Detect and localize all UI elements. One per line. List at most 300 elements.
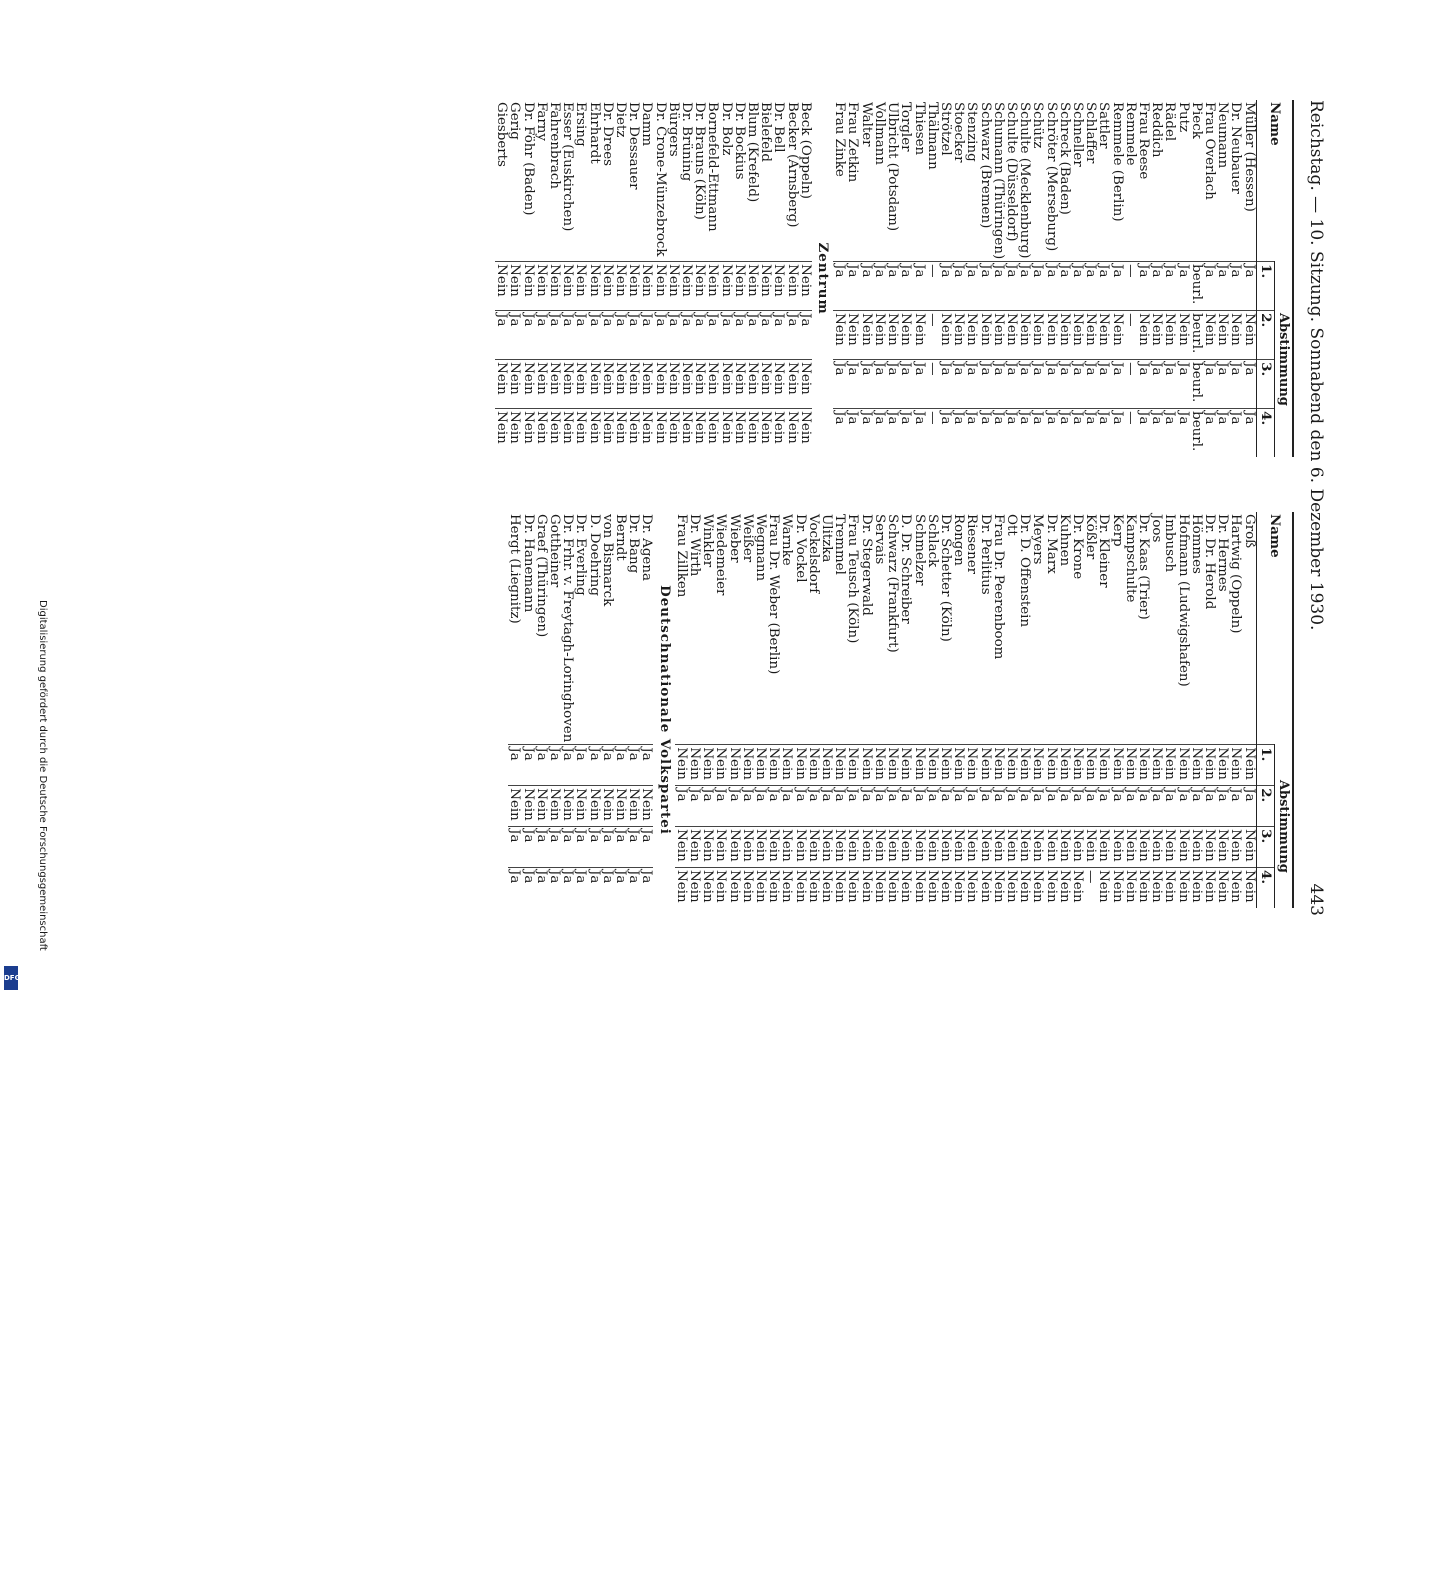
member-name: Stenzing: [964, 102, 980, 162]
vote-cell-4: Nein: [521, 409, 534, 458]
member-name: Dr. Bolz: [718, 102, 734, 156]
member-name: Joos: [1149, 514, 1165, 543]
vote-cell-1: Ja: [1163, 262, 1176, 311]
vote-cell-4: Ja: [1242, 409, 1256, 458]
table-row: [495, 100, 508, 457]
vote-cell-1: Nein: [1044, 745, 1057, 786]
vote-cell-3: Nein: [746, 360, 759, 409]
vote-cell-3: Nein: [926, 827, 939, 868]
table-row: [1176, 100, 1189, 457]
member-name: Sattler: [1096, 102, 1112, 149]
vote-cell-3: Nein: [548, 360, 561, 409]
vote-cell-3: Nein: [1229, 827, 1242, 868]
vote-cell-1: Nein: [1242, 745, 1256, 786]
vote-cell-2: Ja: [992, 786, 1005, 827]
table-row: [561, 512, 574, 908]
vote-cell-3: Nein: [1018, 827, 1031, 868]
table-row: [1176, 512, 1189, 908]
table-row: [939, 100, 952, 457]
vote-cell-1: Nein: [741, 745, 754, 786]
member-name: Damm: [639, 102, 655, 147]
member-name: Dr. Schetter (Köln): [937, 514, 953, 642]
vote-cell-3: Nein: [680, 360, 693, 409]
vote-cell-1: Nein: [1084, 745, 1097, 786]
member-name: Dr. Stegerwald: [858, 514, 874, 616]
member-name: Frau Dr. Weber (Berlin): [766, 514, 782, 675]
vote-cell-1: Ja: [833, 262, 846, 311]
vote-cell-2: Nein: [1216, 311, 1229, 360]
vote-cell-2: Nein: [548, 786, 561, 827]
vote-cell-2: Ja: [688, 786, 701, 827]
vote-cell-1: Nein: [799, 262, 812, 311]
vote-cell-4: Ja: [561, 868, 574, 908]
vote-cell-1: Ja: [1031, 262, 1044, 311]
table-row: [521, 100, 534, 457]
table-row: [1150, 512, 1163, 908]
left-rows: [833, 100, 1256, 457]
member-name: Imbusch: [1162, 514, 1178, 573]
vote-cell-2: Nein: [1229, 311, 1242, 360]
vote-cell-2: Ja: [535, 311, 548, 360]
vote-cell-2: Ja: [727, 786, 740, 827]
vote-cell-3: Ja: [1110, 360, 1123, 409]
table-row: [1203, 512, 1216, 908]
vote-cell-2: Ja: [759, 311, 772, 360]
vote-cell-2: Ja: [746, 311, 759, 360]
vote-cell-3: Ja: [1163, 360, 1176, 409]
vote-cell-3: Ja: [1203, 360, 1216, 409]
vote-cell-3: Ja: [1018, 360, 1031, 409]
vote-cell-1: —: [1124, 262, 1137, 311]
member-name: Rongen: [951, 514, 967, 566]
vote-cell-2: Ja: [1176, 786, 1189, 827]
vote-cell-4: Nein: [667, 409, 680, 458]
vote-cell-2: Nein: [992, 311, 1005, 360]
vote-cell-1: Ja: [574, 745, 587, 786]
member-name: Berndt: [613, 514, 629, 561]
vote-cell-3: Ja: [846, 360, 859, 409]
member-name: Bürgers: [665, 102, 681, 157]
table-row: [912, 100, 925, 457]
table-row: [1137, 512, 1150, 908]
vote-cell-4: Nein: [767, 868, 780, 908]
table-row: [1124, 100, 1137, 457]
member-name: Frau Zetkin: [845, 102, 861, 183]
vote-cell-1: Ja: [1203, 262, 1216, 311]
vote-cell-2: Ja: [667, 311, 680, 360]
vote-cell-3: Nein: [912, 827, 925, 868]
vote-cell-4: Nein: [627, 409, 640, 458]
vote-cell-1: Ja: [1097, 262, 1110, 311]
vote-cell-3: Ja: [873, 360, 886, 409]
vote-cell-3: Nein: [820, 827, 833, 868]
vote-cell-1: Ja: [1084, 262, 1097, 311]
vote-cell-3: Nein: [873, 827, 886, 868]
table-row: [807, 512, 820, 908]
vote-cell-3: Ja: [1097, 360, 1110, 409]
vote-cell-4: Ja: [574, 868, 587, 908]
table-row: [719, 100, 732, 457]
vote-cell-2: Ja: [1071, 786, 1084, 827]
vote-cell-2: Ja: [780, 786, 793, 827]
member-name: Servais: [871, 514, 887, 565]
table-row: [952, 512, 965, 908]
table-row: [772, 100, 785, 457]
member-name: Hofmann (Ludwigshafen): [1175, 514, 1191, 687]
table-row: [1005, 100, 1018, 457]
table-row: [601, 512, 614, 908]
vote-cell-4: Nein: [1176, 868, 1189, 908]
member-name: Vollmann: [871, 102, 887, 165]
vote-cell-2: Ja: [741, 786, 754, 827]
vote-cell-2: Nein: [912, 311, 925, 360]
vote-cell-3: Nein: [1163, 827, 1176, 868]
vote-cell-4: Nein: [746, 409, 759, 458]
vote-cell-3: Ja: [952, 360, 965, 409]
vote-cell-2: Ja: [1058, 786, 1071, 827]
vote-3-header: 3.: [1256, 827, 1274, 868]
vote-cell-1: Ja: [521, 745, 534, 786]
member-name: Ulitzka: [819, 514, 835, 563]
vote-cell-2: Nein: [978, 311, 991, 360]
table-row: [899, 512, 912, 908]
table-row: [548, 100, 561, 457]
table-row: [1018, 100, 1031, 457]
vote-cell-2: Nein: [587, 786, 600, 827]
left-rows-2: [495, 100, 812, 457]
vote-cell-2: Ja: [1031, 786, 1044, 827]
table-row: [1150, 100, 1163, 457]
vote-cell-2: Ja: [693, 311, 706, 360]
vote-cell-2: Ja: [1110, 786, 1123, 827]
vote-cell-1: Ja: [627, 745, 640, 786]
vote-2-header: 2.: [1256, 311, 1274, 360]
table-row: [1242, 100, 1256, 457]
vote-cell-3: Ja: [1229, 360, 1242, 409]
vote-cell-1: Nein: [587, 262, 600, 311]
member-name: Thälmann: [924, 102, 940, 170]
vote-cell-4: Nein: [1044, 868, 1057, 908]
table-row: [1110, 512, 1123, 908]
vote-cell-4: Nein: [939, 868, 952, 908]
vote-cell-4: Ja: [1150, 409, 1163, 458]
vote-cell-2: Ja: [1044, 786, 1057, 827]
vote-cell-4: Nein: [1110, 868, 1123, 908]
vote-cell-2: Nein: [873, 311, 886, 360]
vote-cell-2: Ja: [714, 786, 727, 827]
vote-cell-2: Nein: [939, 311, 952, 360]
vote-cell-4: Ja: [1203, 409, 1216, 458]
vote-cell-3: Nein: [627, 360, 640, 409]
member-name: Pieck: [1188, 102, 1204, 139]
vote-cell-2: Ja: [754, 786, 767, 827]
vote-cell-1: Nein: [746, 262, 759, 311]
vote-cell-2: Ja: [965, 786, 978, 827]
vote-cell-2: Ja: [733, 311, 746, 360]
vote-cell-1: Nein: [965, 745, 978, 786]
table-row: [1229, 100, 1242, 457]
member-name: Dr. Bang: [626, 514, 642, 574]
vote-cell-2: Ja: [1150, 786, 1163, 827]
vote-cell-2: —: [1124, 311, 1137, 360]
member-name: Kößler: [1083, 514, 1099, 560]
vote-cell-3: Nein: [754, 827, 767, 868]
vote-cell-3: Ja: [992, 360, 1005, 409]
vote-cell-1: Nein: [1031, 745, 1044, 786]
table-row: [1084, 512, 1097, 908]
vote-cell-2: Nein: [952, 311, 965, 360]
vote-cell-2: Nein: [508, 786, 521, 827]
abstimmung-header: Abstimmung: [1274, 745, 1293, 908]
vote-cell-4: Nein: [772, 409, 785, 458]
table-row: [899, 100, 912, 457]
member-name: Warnke: [779, 514, 795, 566]
vote-cell-3: Ja: [1005, 360, 1018, 409]
vote-4-header: 4.: [1256, 868, 1274, 908]
vote-cell-1: Nein: [601, 262, 614, 311]
vote-cell-3: Ja: [886, 360, 899, 409]
member-name: Frau Zinke: [832, 102, 848, 177]
vote-cell-3: Nein: [1031, 827, 1044, 868]
vote-cell-2: Ja: [912, 786, 925, 827]
table-header-row: [1274, 512, 1293, 908]
vote-cell-4: Ja: [1018, 409, 1031, 458]
member-name: Dr. Brüning: [679, 102, 695, 182]
vote-cell-1: Nein: [667, 262, 680, 311]
vote-cell-4: Nein: [688, 868, 701, 908]
vote-cell-4: Ja: [1071, 409, 1084, 458]
member-name: Giesberts: [494, 102, 510, 167]
vote-cell-4: Nein: [574, 409, 587, 458]
vote-cell-2: Ja: [860, 786, 873, 827]
vote-cell-1: Nein: [1110, 745, 1123, 786]
table-row: [1163, 100, 1176, 457]
vote-cell-4: Ja: [1137, 409, 1150, 458]
table-row: [574, 512, 587, 908]
member-name: Dr. Kleiner: [1096, 514, 1112, 588]
member-name: Bielefeld: [758, 102, 774, 162]
vote-cell-1: —: [926, 262, 939, 311]
vote-cell-1: Ja: [561, 745, 574, 786]
vote-cell-1: Ja: [1018, 262, 1031, 311]
member-name: Dr. Hermes: [1215, 514, 1231, 592]
member-name: Walter: [858, 102, 874, 147]
vote-cell-4: Nein: [1203, 868, 1216, 908]
table-row: [860, 512, 873, 908]
vote-cell-1: Nein: [899, 745, 912, 786]
vote-cell-1: Nein: [785, 262, 798, 311]
vote-cell-1: Nein: [561, 262, 574, 311]
member-name: Dr. Wirth: [687, 514, 703, 577]
member-name: Dr. Bell: [771, 102, 787, 153]
member-name: Dr. Crone-Münzebrock: [652, 102, 668, 257]
member-name: D. Dr. Schreiber: [898, 514, 914, 624]
vote-cell-1: Nein: [680, 262, 693, 311]
vote-cell-2: Nein: [1203, 311, 1216, 360]
vote-cell-2: Nein: [1137, 311, 1150, 360]
vote-cell-4: Nein: [693, 409, 706, 458]
vote-cell-4: Nein: [1031, 868, 1044, 908]
table-row: [978, 100, 991, 457]
vote-cell-4: Nein: [1071, 868, 1084, 908]
vote-cell-1: Ja: [886, 262, 899, 311]
vote-cell-2: Nein: [833, 311, 846, 360]
vote-cell-2: Ja: [640, 311, 653, 360]
vote-cell-4: Nein: [719, 409, 732, 458]
member-name: Dr. Frhr. v. Freytagh-Loringhoven: [560, 514, 576, 743]
vote-cell-1: Nein: [706, 262, 719, 311]
vote-cell-1: Nein: [780, 745, 793, 786]
member-name: Wieber: [726, 514, 742, 563]
right-rows: [675, 512, 1256, 908]
member-name: Kampschulte: [1122, 514, 1138, 603]
vote-cell-4: Nein: [741, 868, 754, 908]
vote-cell-2: Ja: [820, 786, 833, 827]
vote-cell-4: Nein: [535, 409, 548, 458]
vote-cell-1: Nein: [1176, 745, 1189, 786]
vote-cell-3: Ja: [1137, 360, 1150, 409]
vote-cell-2: Ja: [601, 311, 614, 360]
vote-cell-1: Nein: [1150, 745, 1163, 786]
vote-cell-4: Nein: [1190, 868, 1203, 908]
vote-1-header: 1.: [1256, 745, 1274, 786]
right-column: [114, 512, 1294, 908]
table-row: [521, 512, 534, 908]
vote-cell-2: Ja: [701, 786, 714, 827]
vote-cell-3: Ja: [978, 360, 991, 409]
vote-cell-3: Nein: [640, 360, 653, 409]
vote-cell-3: Ja: [1058, 360, 1071, 409]
member-name: Frau Dr. Peerenboom: [990, 514, 1006, 660]
vote-cell-4: Nein: [587, 409, 600, 458]
vote-cell-4: Nein: [640, 409, 653, 458]
vote-cell-3: Nein: [899, 827, 912, 868]
table-row: [1084, 100, 1097, 457]
vote-cell-1: Nein: [754, 745, 767, 786]
vote-cell-2: Ja: [719, 311, 732, 360]
vote-cell-4: Ja: [912, 409, 925, 458]
member-name: Weißer: [739, 514, 755, 563]
vote-cell-3: Nein: [1084, 827, 1097, 868]
vote-cell-4: Nein: [952, 868, 965, 908]
vote-cell-4: Ja: [1058, 409, 1071, 458]
vote-cell-4: —: [926, 409, 939, 458]
table-row: [1097, 100, 1110, 457]
vote-cell-2: Nein: [860, 311, 873, 360]
vote-cell-4: Ja: [640, 868, 653, 908]
vote-cell-4: Ja: [1229, 409, 1242, 458]
vote-cell-4: Nein: [1005, 868, 1018, 908]
vote-cell-3: Nein: [741, 827, 754, 868]
table-row: [508, 512, 521, 908]
vote-cell-3: Nein: [807, 827, 820, 868]
vote-cell-1: Ja: [587, 745, 600, 786]
member-name: Frau Teusch (Köln): [845, 514, 861, 644]
table-row: [926, 100, 939, 457]
vote-cell-1: Ja: [1216, 262, 1229, 311]
vote-cell-1: Nein: [675, 745, 688, 786]
vote-cell-4: Nein: [1242, 868, 1256, 908]
member-name: Gottheiner: [547, 514, 563, 588]
vote-cell-1: Nein: [833, 745, 846, 786]
vote-cell-1: Ja: [508, 745, 521, 786]
table-row: [714, 512, 727, 908]
vote-cell-4: Ja: [992, 409, 1005, 458]
vote-cell-2: Nein: [899, 311, 912, 360]
vote-cell-4: Ja: [1044, 409, 1057, 458]
vote-cell-2: Ja: [587, 311, 600, 360]
vote-cell-3: Nein: [846, 827, 859, 868]
vote-cell-2: Ja: [1163, 786, 1176, 827]
vote-cell-4: Nein: [926, 868, 939, 908]
vote-cell-2: Nein: [1044, 311, 1057, 360]
vote-cell-1: Nein: [820, 745, 833, 786]
vote-cell-4: Nein: [1163, 868, 1176, 908]
vote-cell-4: Ja: [978, 409, 991, 458]
vote-cell-3: Nein: [1176, 827, 1189, 868]
vote-cell-3: Nein: [1203, 827, 1216, 868]
member-name: Müller (Hessen): [1241, 102, 1257, 212]
table-row: [860, 100, 873, 457]
vote-cell-2: Nein: [886, 311, 899, 360]
vote-cell-2: Ja: [886, 786, 899, 827]
vote-cell-1: beurl.: [1190, 262, 1203, 311]
vote-cell-3: Nein: [1124, 827, 1137, 868]
vote-cell-3: Nein: [1071, 827, 1084, 868]
vote-cell-4: Nein: [978, 868, 991, 908]
table-row: [886, 512, 899, 908]
vote-cell-2: Nein: [535, 786, 548, 827]
table-row: [1124, 512, 1137, 908]
vote-cell-3: Nein: [693, 360, 706, 409]
vote-cell-2: Ja: [653, 311, 666, 360]
member-name: D. Doehring: [586, 514, 602, 596]
vote-cell-2: Ja: [627, 311, 640, 360]
member-name: Groß: [1241, 514, 1257, 549]
vote-cell-3: Nein: [1110, 827, 1123, 868]
member-name: Schulte (Düsseldorf): [1003, 102, 1019, 242]
member-name: Schumann (Thüringen): [990, 102, 1006, 260]
vote-cell-2: Nein: [1031, 311, 1044, 360]
vote-cell-1: Ja: [548, 745, 561, 786]
vote-cell-2: Nein: [1242, 311, 1256, 360]
vote-cell-3: Ja: [508, 827, 521, 868]
vote-cell-1: Ja: [939, 262, 952, 311]
member-name: Putz: [1175, 102, 1191, 133]
vote-cell-3: Nein: [1216, 827, 1229, 868]
vote-cell-1: Nein: [807, 745, 820, 786]
page-header: [1298, 100, 1332, 920]
vote-cell-2: Ja: [1229, 786, 1242, 827]
member-name: Frau Overlach: [1201, 102, 1217, 200]
vote-cell-4: Ja: [965, 409, 978, 458]
table-row: [640, 512, 653, 908]
member-name: Dr. Bockius: [731, 102, 747, 180]
vote-cell-2: Ja: [873, 786, 886, 827]
vote-cell-1: Ja: [912, 262, 925, 311]
vote-cell-1: Nein: [1216, 745, 1229, 786]
member-name: Bornefeld-Ettmann: [705, 102, 721, 232]
vote-cell-2: —: [926, 311, 939, 360]
vote-cell-1: Nein: [627, 262, 640, 311]
vote-cell-3: Nein: [1005, 827, 1018, 868]
vote-cell-1: Nein: [860, 745, 873, 786]
member-name: Remmele (Berlin): [1109, 102, 1125, 222]
sidebar-credit-text: Digitalisierung gefördert durch die Deutsche Forschungsgemeinschaft: [37, 600, 48, 951]
vote-cell-4: Nein: [886, 868, 899, 908]
member-name: Schwarz (Bremen): [977, 102, 993, 229]
member-name: Schwarz (Frankfurt): [885, 514, 901, 653]
